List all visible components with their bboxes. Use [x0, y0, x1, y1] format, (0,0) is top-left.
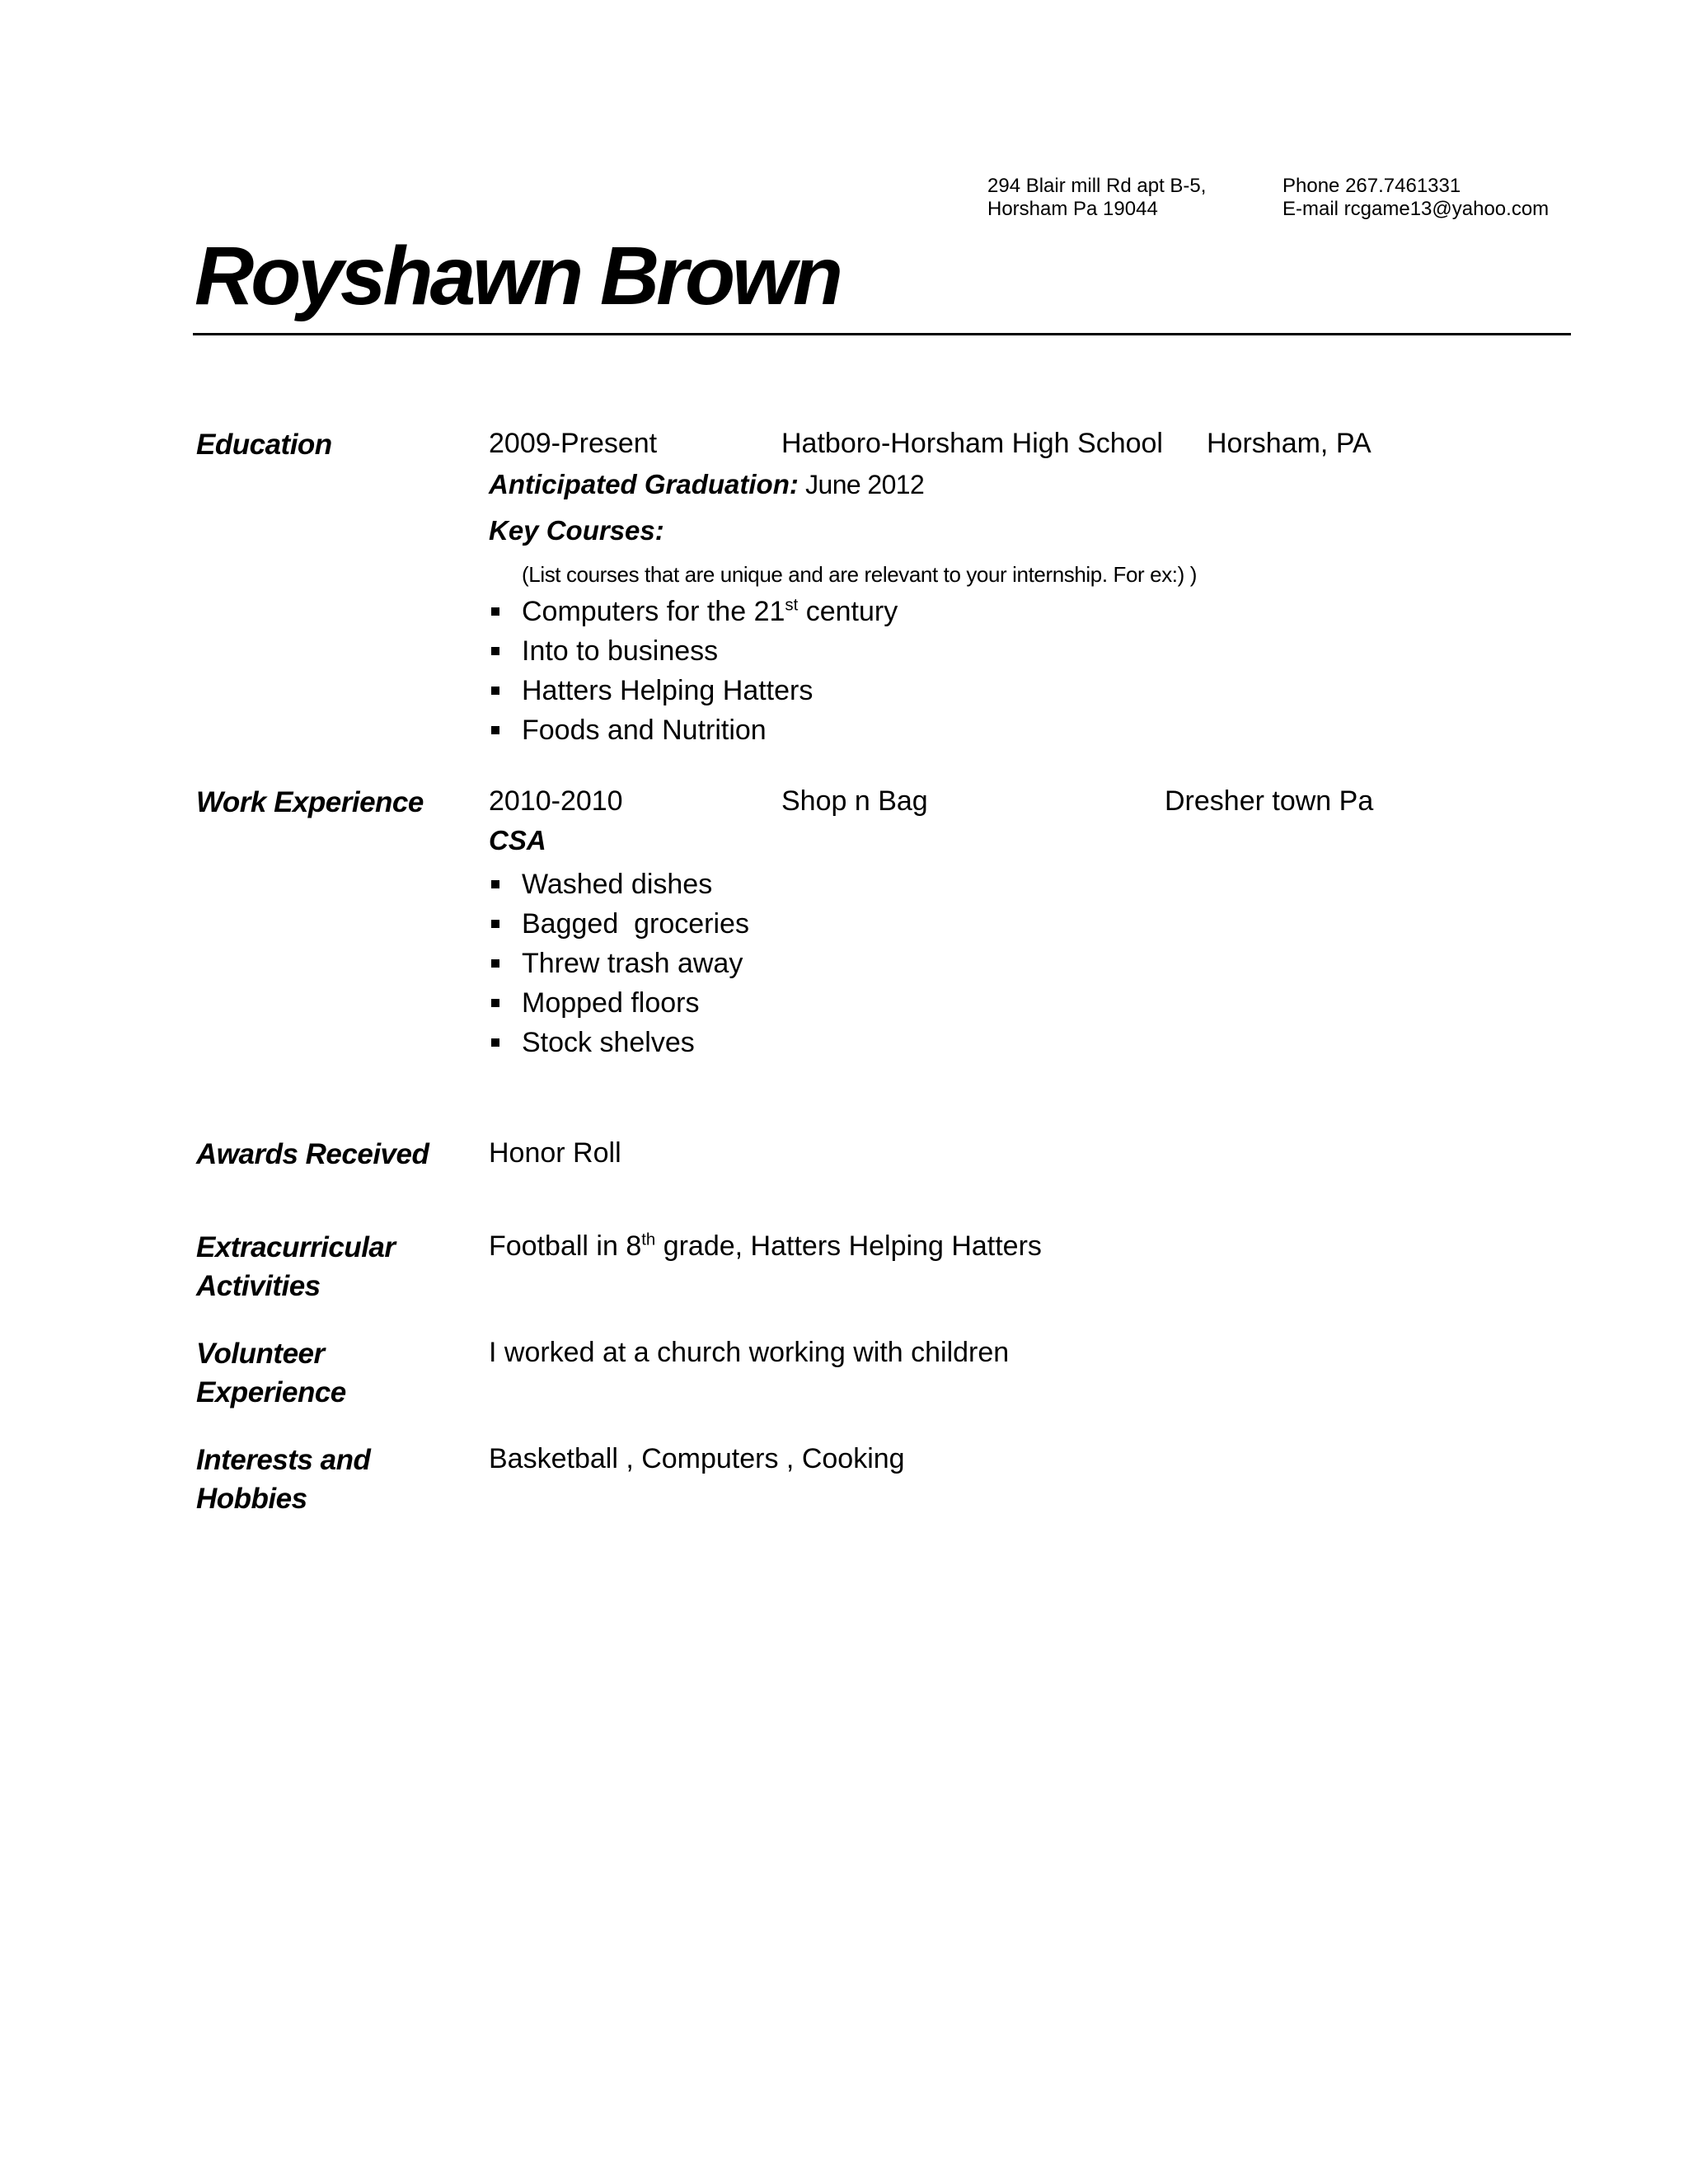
- bullet-icon: [491, 607, 499, 616]
- work-location: Dresher town Pa: [1165, 785, 1374, 817]
- anticipated-graduation: [489, 468, 924, 501]
- duty-item: Bagged groceries: [522, 908, 749, 940]
- course-item: Hatters Helping Hatters: [522, 675, 814, 706]
- section-label-work-experience: Work Experience: [196, 786, 424, 818]
- candidate-name: Royshawn Brown: [195, 230, 840, 322]
- work-dates: 2010-2010: [489, 785, 623, 817]
- course-item: Foods and Nutrition: [522, 715, 767, 746]
- bullet-icon: [491, 920, 499, 928]
- header-divider: [193, 333, 1571, 335]
- graduation-label: Anticipated Graduation:: [489, 469, 799, 499]
- education-location: Horsham, PA: [1207, 428, 1372, 459]
- duty-item: Mopped floors: [522, 987, 700, 1019]
- bullet-icon: [491, 726, 499, 734]
- work-title: CSA: [489, 825, 546, 855]
- section-label-volunteer: Volunteer: [196, 1338, 325, 1370]
- education-dates: 2009-Present: [489, 428, 658, 459]
- email: E-mail rcgame13@yahoo.com: [1282, 198, 1550, 220]
- address-line-1: 294 Blair mill Rd apt B-5,: [987, 175, 1207, 197]
- education-school: Hatboro-Horsham High School: [781, 428, 1163, 459]
- section-label-awards: Awards Received: [196, 1138, 429, 1170]
- awards-value: Honor Roll: [489, 1137, 621, 1169]
- key-courses-label: Key Courses:: [489, 515, 664, 546]
- interests-value: Basketball , Computers , Cooking: [489, 1443, 905, 1474]
- bullet-icon: [491, 1038, 499, 1047]
- section-label-interests-line2: Hobbies: [196, 1483, 307, 1515]
- address-line-2: Horsham Pa 19044: [987, 198, 1158, 220]
- course-item: Into to business: [522, 635, 719, 667]
- duty-item: Threw trash away: [522, 948, 743, 979]
- duty-item: Washed dishes: [522, 869, 713, 900]
- section-label-education: Education: [196, 429, 332, 461]
- bullet-icon: [491, 647, 499, 655]
- section-label-extracurricular: Extracurricular: [196, 1231, 396, 1263]
- course-item: Computers for the 21st century: [522, 596, 898, 627]
- section-label-interests: Interests and: [196, 1444, 371, 1476]
- work-employer: Shop n Bag: [781, 785, 928, 817]
- section-label-extracurricular-line2: Activities: [196, 1270, 321, 1302]
- bullet-icon: [491, 959, 499, 968]
- section-label-volunteer-line2: Experience: [196, 1376, 346, 1408]
- bullet-icon: [491, 999, 499, 1007]
- volunteer-value: I worked at a church working with children: [489, 1337, 1010, 1368]
- graduation-value: June 2012: [798, 470, 925, 499]
- bullet-icon: [491, 880, 499, 888]
- phone: Phone 267.7461331: [1282, 175, 1461, 197]
- bullet-icon: [491, 687, 499, 695]
- extracurricular-value: Football in 8th grade, Hatters Helping Hatters: [489, 1230, 1042, 1262]
- key-courses-note: (List courses that are unique and are relevant to your internship. For ex:) ): [522, 562, 1197, 587]
- duty-item: Stock shelves: [522, 1027, 695, 1058]
